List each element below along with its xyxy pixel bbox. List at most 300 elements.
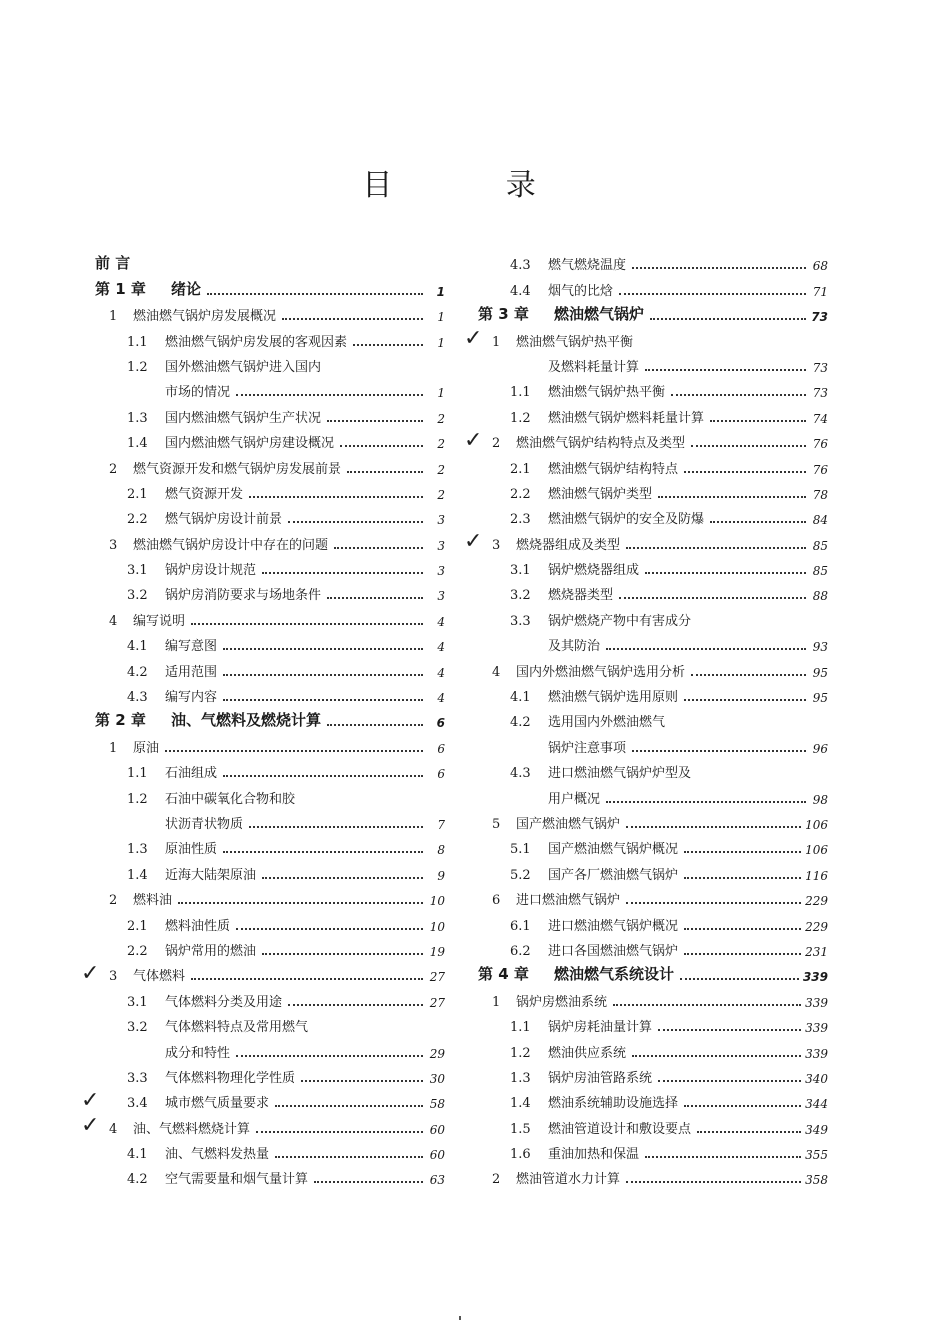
toc-entry-label: 进口燃油燃气锅炉 bbox=[516, 893, 621, 909]
dot-leader bbox=[314, 1181, 423, 1183]
toc-entry bbox=[95, 934, 445, 959]
toc-entry-label: 锅炉房燃油系统 bbox=[516, 994, 608, 1010]
toc-entry-page: 60 bbox=[429, 1122, 445, 1137]
toc-entry-title bbox=[548, 788, 604, 807]
toc-entry bbox=[478, 553, 828, 578]
toc-entry bbox=[95, 984, 445, 1009]
dot-leader bbox=[710, 521, 806, 523]
toc-entry-number: 3.1 bbox=[127, 563, 148, 579]
toc-entry bbox=[478, 400, 828, 425]
toc-entry-title bbox=[510, 508, 708, 527]
dot-leader bbox=[632, 267, 806, 269]
toc-entry-number: 第 2 章 bbox=[95, 711, 146, 730]
toc-entry bbox=[478, 984, 828, 1009]
dot-leader bbox=[632, 750, 806, 752]
toc-entry bbox=[478, 603, 828, 628]
dot-leader bbox=[249, 826, 423, 828]
toc-entry-page: 85 bbox=[812, 564, 828, 579]
dot-leader bbox=[334, 547, 423, 549]
dot-leader bbox=[645, 1156, 801, 1158]
page-mark bbox=[459, 1316, 461, 1320]
dot-leader bbox=[606, 648, 806, 650]
toc-entry-label: 燃油燃气锅炉选用原则 bbox=[548, 690, 679, 706]
dot-leader bbox=[671, 394, 806, 396]
toc-entry-page: 96 bbox=[812, 741, 828, 756]
toc-entry-number: 1.3 bbox=[127, 842, 148, 858]
dot-leader bbox=[626, 826, 801, 828]
toc-entry-page: 19 bbox=[429, 944, 445, 959]
toc-entry-label: 燃料油性质 bbox=[165, 918, 231, 934]
toc-entry bbox=[95, 248, 445, 273]
dot-leader bbox=[178, 902, 423, 904]
toc-entry-title bbox=[127, 559, 260, 578]
dot-leader bbox=[223, 851, 423, 853]
toc-entry-number: 1 bbox=[492, 334, 501, 350]
toc-entry-label: 近海大陆架原油 bbox=[165, 867, 257, 883]
toc-entry-title bbox=[510, 483, 656, 502]
dot-leader bbox=[684, 1105, 801, 1107]
toc-entry-number: 1.1 bbox=[510, 1020, 531, 1036]
toc-entry-label: 选用国内外燃油燃气 bbox=[548, 715, 666, 731]
toc-entry-title bbox=[548, 635, 604, 654]
toc-entry-number: 6 bbox=[492, 893, 501, 909]
toc-entry-number: 4.1 bbox=[127, 639, 148, 655]
toc-entry-number: 1.4 bbox=[127, 436, 148, 452]
toc-entry-label: 燃烧器组成及类型 bbox=[516, 537, 621, 553]
toc-entry-label: 国产各厂燃油燃气锅炉 bbox=[548, 867, 679, 883]
toc-entry-title bbox=[127, 1092, 273, 1111]
toc-entry-label: 市场的情况 bbox=[165, 385, 231, 401]
dot-leader bbox=[658, 496, 806, 498]
dot-leader bbox=[262, 953, 423, 955]
toc-entry bbox=[478, 578, 828, 603]
toc-entry-label: 气体燃料分类及用途 bbox=[165, 994, 283, 1010]
dot-leader bbox=[256, 1131, 423, 1133]
dot-leader bbox=[191, 623, 423, 625]
toc-entry-page: 2 bbox=[437, 437, 445, 452]
toc-entry-page: 6 bbox=[437, 741, 445, 756]
toc-entry-page: 344 bbox=[805, 1097, 828, 1112]
toc-entry-title bbox=[510, 940, 682, 959]
toc-entry-title bbox=[478, 963, 678, 984]
toc-entry bbox=[478, 1086, 828, 1111]
toc-entry-label: 编写内容 bbox=[165, 690, 218, 706]
toc-entry bbox=[478, 807, 828, 832]
toc-entry-label: 燃油燃气锅炉房发展概况 bbox=[133, 309, 277, 325]
toc-entry-label: 原油 bbox=[133, 740, 160, 756]
toc-entry-number: 4.2 bbox=[127, 1172, 148, 1188]
toc-entry bbox=[95, 324, 445, 349]
toc-entry-title bbox=[548, 737, 630, 756]
dot-leader bbox=[262, 572, 423, 574]
toc-entry bbox=[95, 756, 445, 781]
dot-leader bbox=[262, 877, 423, 879]
toc-entry bbox=[95, 502, 445, 527]
toc-entry bbox=[95, 883, 445, 908]
toc-entry-label: 进口燃油燃气锅炉炉型及 bbox=[548, 766, 692, 782]
dot-leader bbox=[619, 293, 806, 295]
toc-entry-page: 58 bbox=[429, 1097, 445, 1112]
toc-entry-title bbox=[510, 864, 682, 883]
toc-entry-label: 石油中碳氧化合物和胶 bbox=[165, 791, 296, 807]
toc-entry-title bbox=[510, 381, 669, 400]
toc-entry-label: 及其防治 bbox=[548, 639, 601, 655]
toc-entry-label: 国产燃油燃气锅炉 bbox=[516, 816, 621, 832]
toc-entry-title bbox=[95, 709, 325, 730]
toc-entry-number: 1.3 bbox=[510, 1070, 531, 1086]
toc-entry-title bbox=[492, 991, 611, 1010]
toc-entry-page: 2 bbox=[437, 411, 445, 426]
dot-leader bbox=[684, 877, 801, 879]
toc-entry-number: 4.2 bbox=[510, 715, 531, 731]
toc-entry-page: 3 bbox=[437, 538, 445, 553]
toc-entry-number: 3.4 bbox=[127, 1096, 148, 1112]
toc-entry-page: 231 bbox=[805, 944, 828, 959]
toc-entry bbox=[95, 857, 445, 882]
toc-entry bbox=[478, 451, 828, 476]
toc-entry-title bbox=[109, 305, 280, 324]
toc-entry-title bbox=[510, 610, 695, 629]
toc-entry-page: 349 bbox=[805, 1122, 828, 1137]
dot-leader bbox=[275, 1156, 423, 1158]
handwritten-check-icon: ✓ bbox=[81, 1087, 100, 1113]
toc-entry-number: 4 bbox=[109, 1121, 118, 1137]
toc-entry-page: 339 bbox=[805, 1021, 828, 1036]
toc-entry-label: 锅炉房消防要求与场地条件 bbox=[165, 588, 322, 604]
dot-leader bbox=[658, 1029, 801, 1031]
toc-entry-title bbox=[510, 1143, 643, 1162]
toc-entry-title bbox=[492, 331, 637, 350]
toc-entry-page: 339 bbox=[805, 995, 828, 1010]
toc-entry-number: 4.3 bbox=[510, 766, 531, 782]
toc-entry-number: 1.2 bbox=[127, 359, 148, 375]
toc-entry bbox=[478, 680, 828, 705]
toc-entry-number: 1 bbox=[109, 309, 118, 325]
toc-entry bbox=[81, 1086, 445, 1113]
toc-entry-page: 340 bbox=[805, 1071, 828, 1086]
toc-entry-page: 85 bbox=[812, 538, 828, 553]
toc-entry-number: 第 1 章 bbox=[95, 279, 146, 298]
toc-entry-title bbox=[127, 864, 260, 883]
toc-entry-title bbox=[510, 711, 669, 730]
toc-entry-page: 10 bbox=[429, 894, 445, 909]
toc-entry-title bbox=[127, 584, 325, 603]
toc-entry-number: 4.3 bbox=[510, 258, 531, 274]
toc-entry-page: 339 bbox=[805, 1046, 828, 1061]
toc-entry-title bbox=[165, 1042, 234, 1061]
dot-leader bbox=[684, 953, 801, 955]
toc-entry-label: 燃油系统辅助设施选择 bbox=[548, 1096, 679, 1112]
toc-entry-title bbox=[510, 1042, 630, 1061]
toc-entry-title bbox=[109, 610, 189, 629]
dot-leader bbox=[236, 1055, 423, 1057]
toc-entry-label: 燃油燃气锅炉类型 bbox=[548, 486, 653, 502]
handwritten-check-icon: ✓ bbox=[464, 326, 483, 352]
dot-leader bbox=[288, 521, 423, 523]
toc-entry bbox=[95, 273, 445, 298]
toc-entry bbox=[95, 400, 445, 425]
toc-entry-page: 30 bbox=[429, 1071, 445, 1086]
toc-entry-title bbox=[492, 661, 689, 680]
toc-entry-number: 1.2 bbox=[510, 1045, 531, 1061]
toc-entry bbox=[81, 959, 445, 986]
toc-entry-label: 成分和特性 bbox=[165, 1045, 231, 1061]
toc-entry-title bbox=[510, 686, 682, 705]
toc-entry bbox=[95, 603, 445, 628]
toc-entry-number: 1 bbox=[492, 994, 501, 1010]
toc-entry bbox=[95, 730, 445, 755]
toc-entry-page: 229 bbox=[805, 894, 828, 909]
dot-leader bbox=[684, 471, 806, 473]
toc-entry-label: 编写意图 bbox=[165, 639, 218, 655]
toc-entry bbox=[478, 832, 828, 857]
toc-entry-page: 60 bbox=[429, 1148, 445, 1163]
dot-leader bbox=[684, 699, 806, 701]
toc-entry-title bbox=[492, 813, 624, 832]
toc-entry-title bbox=[127, 1168, 312, 1187]
dot-leader bbox=[697, 1131, 801, 1133]
toc-entry bbox=[95, 680, 445, 705]
toc-entry-number: 3 bbox=[109, 537, 118, 553]
toc-entry bbox=[95, 375, 445, 400]
toc-entry-number: 3.3 bbox=[127, 1070, 148, 1086]
toc-entry-page: 76 bbox=[812, 437, 828, 452]
toc-entry-label: 燃油燃气锅炉结构特点及类型 bbox=[516, 436, 686, 452]
toc-entry-title bbox=[127, 635, 221, 654]
toc-entry-number: 6.2 bbox=[510, 943, 531, 959]
toc-entry-title bbox=[548, 356, 643, 375]
toc-entry-page: 27 bbox=[429, 995, 445, 1010]
toc-entry-page: 2 bbox=[437, 462, 445, 477]
toc-entry-label: 进口燃油燃气锅炉概况 bbox=[548, 918, 679, 934]
toc-entry bbox=[95, 1035, 445, 1060]
toc-entry bbox=[95, 807, 445, 832]
toc-entry-label: 国内外燃油燃气锅炉选用分析 bbox=[516, 664, 686, 680]
dot-leader bbox=[282, 318, 423, 320]
toc-entry-title bbox=[492, 432, 689, 451]
toc-entry-label: 国内燃油燃气锅炉生产状况 bbox=[165, 410, 322, 426]
toc-entry-label: 燃油燃气锅炉的安全及防爆 bbox=[548, 512, 705, 528]
toc-entry-label: 油、气燃料及燃烧计算 bbox=[171, 711, 322, 730]
toc-entry bbox=[478, 1010, 828, 1035]
toc-entry-number: 1.6 bbox=[510, 1147, 531, 1163]
toc-entry bbox=[95, 1137, 445, 1162]
toc-entry-label: 状沥青状物质 bbox=[165, 816, 244, 832]
dot-leader bbox=[327, 420, 423, 422]
toc-entry-number: 2.2 bbox=[127, 512, 148, 528]
toc-entry-title bbox=[95, 278, 205, 299]
toc-entry-label: 燃油燃气锅炉 bbox=[554, 305, 645, 324]
toc-entry-number: 5 bbox=[492, 816, 501, 832]
toc-entry-label: 锅炉常用的燃油 bbox=[165, 943, 257, 959]
toc-entry-label: 燃油供应系统 bbox=[548, 1045, 627, 1061]
toc-entry-label: 国内燃油燃气锅炉房建设概况 bbox=[165, 436, 335, 452]
toc-entry bbox=[478, 477, 828, 502]
toc-entry bbox=[478, 629, 828, 654]
toc-entry bbox=[95, 1162, 445, 1187]
toc-entry-label: 燃料油 bbox=[133, 893, 173, 909]
toc-entry-page: 1 bbox=[437, 310, 445, 325]
toc-entry-title bbox=[127, 788, 299, 807]
toc-entry-number: 4.1 bbox=[510, 690, 531, 706]
toc-entry-page: 88 bbox=[812, 589, 828, 604]
toc-entry-title bbox=[127, 940, 260, 959]
toc-entry bbox=[478, 502, 828, 527]
toc-entry-page: 73 bbox=[812, 360, 828, 375]
toc-entry-page: 27 bbox=[429, 970, 445, 985]
toc-entry-label: 原油性质 bbox=[165, 842, 218, 858]
toc-entry bbox=[478, 1061, 828, 1086]
toc-entry-page: 68 bbox=[812, 259, 828, 274]
toc-entry-page: 84 bbox=[812, 513, 828, 528]
toc-entry-label: 空气需要量和烟气量计算 bbox=[165, 1172, 309, 1188]
toc-entry bbox=[478, 857, 828, 882]
toc-entry-label: 锅炉房设计规范 bbox=[165, 563, 257, 579]
toc-entry-label: 燃油管道水力计算 bbox=[516, 1172, 621, 1188]
dot-leader bbox=[613, 1004, 801, 1006]
toc-entry-page: 3 bbox=[437, 564, 445, 579]
toc-right-column bbox=[464, 248, 828, 1188]
toc-entry-page: 3 bbox=[437, 513, 445, 528]
toc-entry-page: 4 bbox=[437, 691, 445, 706]
toc-entry-page: 116 bbox=[805, 868, 828, 883]
handwritten-check-icon: ✓ bbox=[81, 1113, 100, 1139]
toc-entry-number: 1.3 bbox=[127, 410, 148, 426]
toc-entry-number: 2.1 bbox=[510, 461, 531, 477]
toc-entry-number: 4.1 bbox=[127, 1147, 148, 1163]
toc-entry bbox=[478, 756, 828, 781]
toc-entry bbox=[95, 578, 445, 603]
toc-entry-page: 1 bbox=[436, 284, 445, 299]
toc-entry bbox=[478, 705, 828, 730]
toc-entry-page: 4 bbox=[437, 640, 445, 655]
toc-entry-page: 73 bbox=[811, 310, 828, 325]
toc-entry-label: 编写说明 bbox=[133, 613, 186, 629]
toc-entry-number: 4 bbox=[492, 664, 501, 680]
toc-entry bbox=[478, 654, 828, 679]
toc-entry-number: 1.1 bbox=[127, 334, 148, 350]
toc-entry bbox=[81, 1111, 445, 1139]
toc-entry-title bbox=[510, 254, 630, 273]
toc-entry-title bbox=[127, 483, 247, 502]
dot-leader bbox=[207, 293, 423, 295]
toc-entry-label: 锅炉燃烧产物中有害成分 bbox=[548, 613, 692, 629]
toc-entry-title bbox=[510, 1092, 682, 1111]
dot-leader bbox=[236, 928, 423, 930]
toc-entry-number: 第 3 章 bbox=[478, 305, 529, 324]
toc-entry bbox=[464, 324, 828, 352]
toc-entry-label: 重油加热和保温 bbox=[548, 1147, 640, 1163]
toc-entry-page: 355 bbox=[805, 1148, 828, 1163]
toc-entry-title bbox=[109, 534, 332, 553]
dot-leader bbox=[275, 1105, 423, 1107]
toc-entry-title bbox=[127, 915, 234, 934]
toc-entry-number: 2 bbox=[492, 1172, 501, 1188]
dot-leader bbox=[691, 674, 806, 676]
dot-leader bbox=[626, 547, 806, 549]
toc-entry-title bbox=[109, 965, 189, 984]
toc-entry-title bbox=[127, 407, 325, 426]
toc-entry bbox=[464, 426, 828, 453]
handwritten-check-icon: ✓ bbox=[464, 427, 483, 453]
dot-leader bbox=[658, 1080, 801, 1082]
toc-entry bbox=[478, 1162, 828, 1187]
toc-entry bbox=[95, 553, 445, 578]
dot-leader bbox=[223, 648, 423, 650]
toc-entry-label: 燃油燃气锅炉房发展的客观因素 bbox=[165, 334, 348, 350]
page-title: 目 录 bbox=[362, 168, 588, 203]
toc-entry bbox=[95, 908, 445, 933]
toc-entry bbox=[95, 1010, 445, 1035]
toc-entry-page: 73 bbox=[812, 386, 828, 401]
toc-entry-title bbox=[127, 1016, 312, 1035]
toc-entry-number: 5.2 bbox=[510, 867, 531, 883]
toc-entry-label: 锅炉注意事项 bbox=[548, 740, 627, 756]
toc-entry-page: 4 bbox=[437, 614, 445, 629]
toc-entry-page: 339 bbox=[802, 970, 828, 985]
toc-entry-label: 燃气资源开发和燃气锅炉房发展前景 bbox=[133, 461, 342, 477]
toc-entry bbox=[95, 350, 445, 375]
toc-entry-label: 前 言 bbox=[95, 254, 131, 273]
toc-entry-label: 烟气的比焓 bbox=[548, 283, 614, 299]
toc-entry-title bbox=[510, 280, 617, 299]
toc-entry-label: 燃油管道设计和敷设要点 bbox=[548, 1121, 692, 1137]
dot-leader bbox=[691, 445, 806, 447]
toc-entry bbox=[95, 654, 445, 679]
toc-entry-number: 2.2 bbox=[510, 486, 531, 502]
dot-leader bbox=[680, 978, 799, 980]
toc-entry-number: 5.1 bbox=[510, 842, 531, 858]
toc-entry-title bbox=[127, 838, 221, 857]
dot-leader bbox=[165, 750, 423, 752]
toc-entry-title bbox=[127, 331, 351, 350]
toc-entry-number: 2.1 bbox=[127, 486, 148, 502]
toc-entry-page: 76 bbox=[812, 462, 828, 477]
dot-leader bbox=[347, 471, 423, 473]
toc-entry-page: 95 bbox=[812, 691, 828, 706]
toc-entry-label: 燃油燃气锅炉结构特点 bbox=[548, 461, 679, 477]
toc-entry-title bbox=[127, 661, 221, 680]
toc-entry-label: 及燃料耗量计算 bbox=[548, 359, 640, 375]
toc-entry-title bbox=[510, 1118, 695, 1137]
toc-entry-page: 9 bbox=[437, 868, 445, 883]
toc-entry-number: 1.1 bbox=[127, 766, 148, 782]
toc-entry bbox=[478, 1111, 828, 1136]
toc-entry bbox=[95, 426, 445, 451]
toc-entry-label: 燃油燃气锅炉热平衡 bbox=[548, 385, 666, 401]
toc-entry-page: 98 bbox=[812, 792, 828, 807]
toc-entry bbox=[478, 1035, 828, 1060]
toc-entry-label: 油、气燃料燃烧计算 bbox=[133, 1121, 251, 1137]
toc-entry bbox=[478, 934, 828, 959]
toc-entry bbox=[478, 908, 828, 933]
toc-entry bbox=[464, 527, 828, 555]
dot-leader bbox=[619, 597, 806, 599]
dot-leader bbox=[684, 928, 801, 930]
toc-entry-page: 6 bbox=[436, 716, 445, 731]
toc-entry-title bbox=[510, 407, 708, 426]
toc-entry bbox=[478, 273, 828, 298]
toc-entry-title bbox=[492, 889, 624, 908]
toc-entry-title bbox=[510, 838, 682, 857]
toc-entry bbox=[478, 1137, 828, 1162]
toc-entry-number: 4.4 bbox=[510, 283, 531, 299]
toc-entry-number: 3 bbox=[109, 969, 118, 985]
toc-entry-page: 6 bbox=[437, 767, 445, 782]
toc-entry-number: 1.5 bbox=[510, 1121, 531, 1137]
dot-leader bbox=[645, 369, 806, 371]
toc-entry bbox=[95, 527, 445, 552]
